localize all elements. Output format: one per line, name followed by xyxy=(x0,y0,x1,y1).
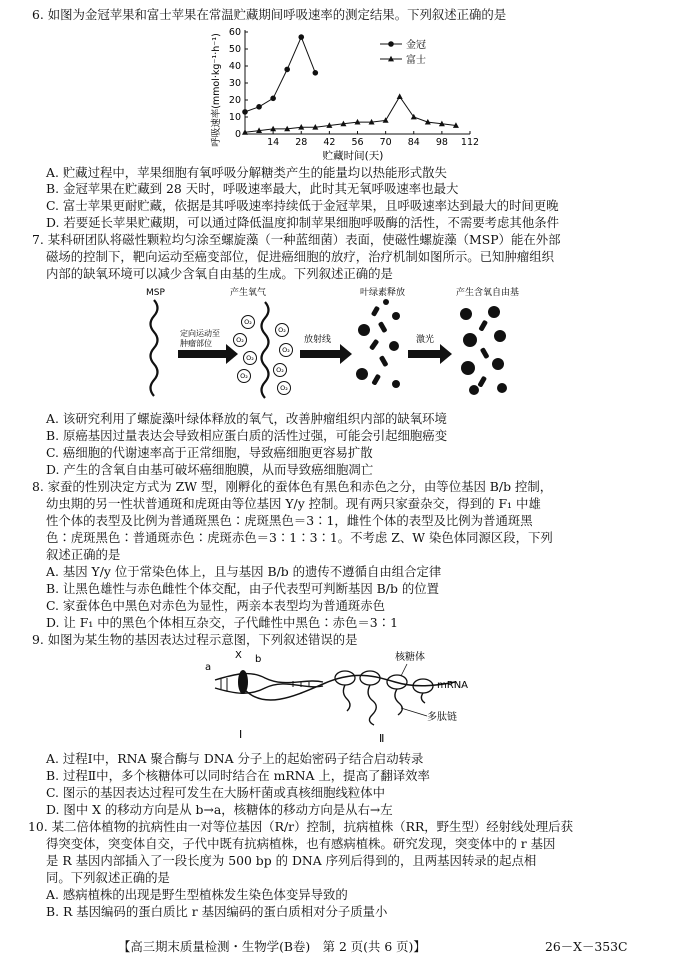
q7-stem-line-3: 内部的缺氧环境可以减少含氧自由基的生成。下列叙述正确的是 xyxy=(46,266,393,281)
q6-option-a: A. 贮藏过程中，苹果细胞有氧呼吸分解糖类产生的能量均以热能形式散失 xyxy=(46,165,447,180)
ribosome-pointer xyxy=(401,664,407,676)
gene-expression-figure xyxy=(205,648,495,748)
q10-stem-line-3: 是 R 基因内部插入了一段长度为 500 bp 的 DNA 序列后得到的，且两基因转录的起点相 xyxy=(46,853,537,868)
svg-text:O₂: O₂ xyxy=(246,354,254,362)
stage-2-label: Ⅱ xyxy=(379,732,385,745)
data-point xyxy=(313,70,319,76)
svg-text:O₂: O₂ xyxy=(278,326,286,334)
legend-label: 金冠 xyxy=(406,40,426,51)
msp-spiral-2 xyxy=(262,302,269,398)
q9-option-d: D. 图中 X 的移动方向是从 b→a，核糖体的移动方向是从右→左 xyxy=(46,802,393,817)
x-tick-label: 14 xyxy=(267,137,280,148)
strand-label-a: a xyxy=(205,662,212,673)
q6-option-c: C. 富士苹果更耐贮藏，依据是其呼吸速率持续低于金冠苹果，且呼吸速率达到最大的时间更晚 xyxy=(46,198,559,213)
q10-stem-line-1: 10. 某二倍体植物的抗病性由一对等位基因（R/r）控制，抗病植株（RR，野生型）经射线处理后获 xyxy=(28,819,573,834)
radiation-label: 放射线 xyxy=(304,335,332,345)
msp-label: MSP xyxy=(146,288,165,298)
x-tick-label: 56 xyxy=(351,137,364,148)
q6-option-b: B. 金冠苹果在贮藏到 28 天时，呼吸速率最大，此时其无氧呼吸速率也最大 xyxy=(46,181,459,196)
q8-option-c: C. 家蚕体色中黑色对赤色为显性，两亲本表型均为普通斑赤色 xyxy=(46,598,386,613)
q8-stem-line-4: 色∶虎斑黑色∶普通斑赤色∶虎斑赤色＝3∶1∶3∶1。不考虑 Z、W 染色体同源区段，下列 xyxy=(46,530,553,545)
radiation-arrow xyxy=(300,344,352,364)
respiration-rate-chart xyxy=(205,24,495,166)
y-tick-label: 60 xyxy=(228,27,241,38)
peptide-label: 多肽链 xyxy=(427,712,457,723)
q7-stem-line-2: 磁场的控制下，靶向运动至癌变部位，促进癌细胞的放疗，治疗机制如图所示。已知肿瘤组织 xyxy=(46,249,555,264)
data-point xyxy=(256,104,262,110)
q8-option-b: B. 让黑色雄性与赤色雌性个体交配，由子代表型可判断基因 B/b 的位置 xyxy=(46,581,440,596)
data-point xyxy=(383,117,389,123)
polymerase-label-x: X xyxy=(235,650,242,661)
q10-stem-line-2: 得突变体，突变体自交，子代中既有抗病植株，也有感病植株。研究发现，突变体中的 r 基因 xyxy=(46,836,556,851)
chart-y-label: 呼吸速率(mmol·kg⁻¹·h⁻¹) xyxy=(211,33,222,147)
q8-option-d: D. 让 F₁ 中的黑色个体相互杂交，子代雌性中黑色∶赤色＝3∶1 xyxy=(46,615,398,630)
peptide-pointer xyxy=(401,708,427,716)
radical-label: 产生含氧自由基 xyxy=(456,288,520,298)
q6-option-d: D. 若要延长苹果贮藏期，可以通过降低温度抑制苹果细胞呼吸酶的活性，不需要考虑其他条件 xyxy=(46,215,559,230)
q8-stem-line-2: 幼虫期的另一性状普通斑和虎斑由等位基因 Y/y 控制。现有两只家蚕杂交，得到的 F₁ 中雄 xyxy=(46,496,541,511)
x-tick-label: 84 xyxy=(407,137,420,148)
y-tick-label: 0 xyxy=(234,129,241,140)
q10-option-a: A. 感病植株的出现是野生型植株发生染色体变异导致的 xyxy=(46,887,348,902)
q8-option-a: A. 基因 Y/y 位于常染色体上，且与基因 B/b 的遗传不遵循自由组合定律 xyxy=(46,564,442,579)
dna-strand-top xyxy=(215,674,323,683)
polypeptide-chains xyxy=(343,685,425,725)
x-tick-label: 42 xyxy=(323,137,336,148)
x-tick-label: 28 xyxy=(295,137,308,148)
footer-exam-info: 【高三期末质量检测・生物学(B卷) 第 2 页(共 6 页)】 xyxy=(118,939,426,954)
data-point xyxy=(284,67,290,73)
ribosomes xyxy=(335,671,433,693)
legend-label: 富士 xyxy=(406,55,426,66)
ribosome-label: 核糖体 xyxy=(395,652,425,663)
move-label-1: 定向运动至 xyxy=(180,329,220,338)
svg-text:O₂: O₂ xyxy=(244,318,252,326)
mrna-label: mRNA xyxy=(437,680,469,691)
dna-strand-bottom xyxy=(215,684,323,693)
q9-option-c: C. 图示的基因表达过程可发生在大肠杆菌或真核细胞线粒体中 xyxy=(46,785,386,800)
x-tick-label: 70 xyxy=(379,137,392,148)
q10-stem-line-4: 同。下列叙述正确的是 xyxy=(46,870,170,885)
data-point xyxy=(270,96,276,102)
q7-option-b: B. 原癌基因过量表达会导致相应蛋白质的活性过强，可能会引起细胞癌变 xyxy=(46,428,448,443)
q9-option-a: A. 过程Ⅰ中，RNA 聚合酶与 DNA 分子上的起始密码子结合启动转录 xyxy=(46,751,424,766)
series-line-2 xyxy=(245,97,456,133)
svg-text:O₂: O₂ xyxy=(240,372,248,380)
data-point xyxy=(242,109,248,115)
y-tick-label: 10 xyxy=(228,112,241,123)
q8-stem-line-3: 性个体的表型及比例为普通斑黑色∶虎斑黑色＝3∶1，雌性个体的表型及比例为普通斑黑 xyxy=(46,513,533,528)
data-point xyxy=(298,34,304,40)
y-tick-label: 30 xyxy=(228,78,241,89)
x-tick-label: 98 xyxy=(435,137,448,148)
q8-stem-line-1: 8. 家蚕的性别决定方式为 ZW 型，刚孵化的蚕体色有黑色和赤色之分，由等位基因 B/b 控制， xyxy=(32,479,553,494)
radical-particles xyxy=(460,306,507,395)
q7-option-d: D. 产生的含氧自由基可破坏癌细胞膜，从而导致癌细胞凋亡 xyxy=(46,462,374,477)
data-point xyxy=(397,93,403,99)
q8-stem-line-5: 叙述正确的是 xyxy=(46,547,121,562)
y-tick-label: 50 xyxy=(228,44,241,55)
chart-axes xyxy=(245,30,470,134)
svg-text:O₂: O₂ xyxy=(236,336,244,344)
rna-polymerase-x xyxy=(238,670,248,694)
chart-x-label: 贮藏时间(天) xyxy=(322,150,384,162)
oxygen-label: 产生氧气 xyxy=(230,288,267,298)
msp-mechanism-figure xyxy=(140,284,540,409)
laser-arrow xyxy=(408,344,452,364)
y-tick-label: 40 xyxy=(228,61,241,72)
x-tick-label: 112 xyxy=(460,137,480,148)
laser-label: 激光 xyxy=(416,335,435,345)
broken-msp xyxy=(356,299,400,388)
msp-spiral xyxy=(151,300,158,396)
svg-text:O₂: O₂ xyxy=(280,384,288,392)
q7-option-c: C. 癌细胞的代谢速率高于正常细胞，导致癌细胞更容易扩散 xyxy=(46,445,373,460)
chart-legend xyxy=(380,38,426,66)
legend-marker xyxy=(388,41,394,47)
series-line-1 xyxy=(245,37,315,112)
chart-series xyxy=(242,34,459,134)
strand-label-b: b xyxy=(255,654,262,665)
q6-stem: 6. 如图为金冠苹果和富士苹果在常温贮藏期间呼吸速率的测定结果。下列叙述正确的是 xyxy=(32,7,507,22)
move-label-2: 肿瘤部位 xyxy=(180,339,212,348)
y-tick-label: 20 xyxy=(228,95,241,106)
svg-text:O₂: O₂ xyxy=(276,366,284,374)
footer-code: 26－X－353C xyxy=(545,939,628,954)
q9-option-b: B. 过程Ⅱ中，多个核糖体可以同时结合在 mRNA 上，提高了翻译效率 xyxy=(46,768,430,783)
q10-option-b: B. R 基因编码的蛋白质比 r 基因编码的蛋白质相对分子质量小 xyxy=(46,904,388,919)
svg-text:O₂: O₂ xyxy=(282,346,290,354)
q9-stem: 9. 如图为某生物的基因表达过程示意图，下列叙述错误的是 xyxy=(32,632,358,647)
release-label: 叶绿素释放 xyxy=(360,288,406,298)
q7-stem-line-1: 7. 某科研团队将磁性颗粒均匀涂至螺旋藻（一种蓝细菌）表面，使磁性螺旋藻（MSP）能在外部 xyxy=(32,232,561,247)
q7-option-a: A. 该研究利用了螺旋藻叶绿体释放的氧气，改善肿瘤组织内部的缺氧环境 xyxy=(46,411,447,426)
stage-1-label: Ⅰ xyxy=(239,728,243,741)
